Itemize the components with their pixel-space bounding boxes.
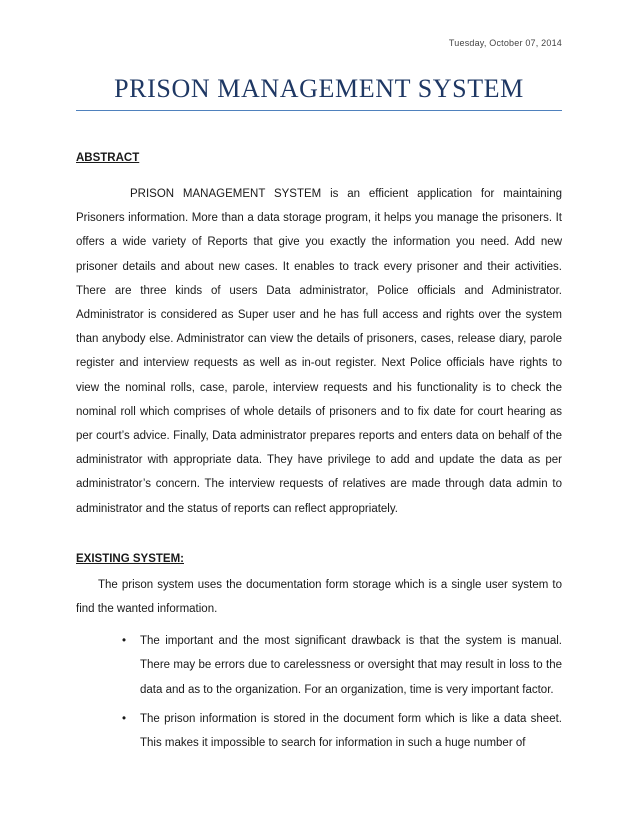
bullet-icon: • — [122, 712, 127, 725]
document-title: PRISON MANAGEMENT SYSTEM — [114, 74, 524, 103]
existing-system-list — [76, 629, 562, 755]
title-underline — [76, 110, 562, 111]
abstract-paragraph: PRISON MANAGEMENT SYSTEM is an efficient application for maintaining Prisoners information. More than a data storage program, it helps you manage the prisoners. It offers a wide variety of Reports that give you exactly the information you need. Add new prisoner details and about new cases. It enables to track every prisoner and their activities. There are three kinds of users Data administrator, Police officials and Administrator. Administrator is considered as Super user and he has full access and rights over the system than anybody else. Administrator can view the details of prisoners, cases, release diary, parole register and interview requests as well as in-out register. Next Police officials have rights to view the nominal rolls, case, parole, interview requests and his functionality is to check the nominal roll which comprises of whole details of prisoners and to fix date for court hearing as per court’s advice. Finally, Data administrator prepares reports and enters data on behalf of the administrator with appropriate data. They have privilege to add and update the data as per administrator’s concern. The interview requests of relatives are made through data admin to administrator and the status of reports can reflect appropriately. — [76, 188, 562, 515]
abstract-heading: ABSTRACT — [76, 152, 140, 164]
document-body — [76, 148, 562, 760]
list-item — [122, 707, 562, 755]
list-item-text: The prison information is stored in the document form which is like a data sheet. This makes it impossible to search for information in such a huge number of — [140, 712, 562, 750]
bullet-icon: • — [122, 635, 127, 648]
header-date: Tuesday, October 07, 2014 — [448, 38, 562, 48]
existing-system-paragraph: The prison system uses the documentation form storage which is a single user system to find the wanted information. — [76, 578, 562, 616]
list-item-text: The important and the most significant drawback is that the system is manual. There may be errors due to carelessness or oversight that may result in loss to the data and as to the organization. For an organization, time is very important factor. — [140, 635, 562, 696]
existing-system-heading: EXISTING SYSTEM: — [76, 552, 184, 565]
list-item — [122, 629, 562, 702]
